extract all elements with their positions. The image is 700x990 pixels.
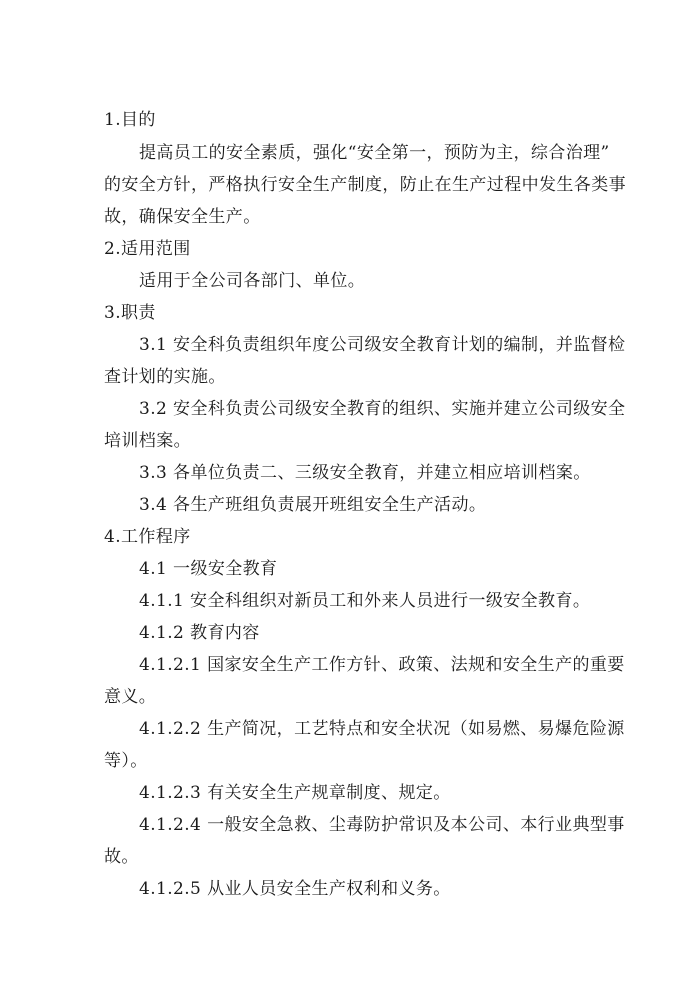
item-3-3: 3.3 各单位负责二、三级安全教育，并建立相应培训档案。 [139,463,591,483]
item-4-1-2-4-line-1: 4.1.2.4 一般安全急救、尘毒防护常识及本公司、本行业典型事 [139,815,625,835]
item-4-1-2-5: 4.1.2.5 从业人员安全生产权利和义务。 [139,879,451,899]
item-4-1-2-2-line-2: 等）。 [104,751,148,771]
paragraph-scope: 适用于全公司各部门、单位。 [139,271,366,291]
paragraph-purpose-line-2: 的安全方针，严格执行安全生产制度，防止在生产过程中发生各类事 [104,175,626,195]
heading-responsibilities: 3.职责 [104,303,156,323]
item-4-1-2-1-line-1: 4.1.2.1 国家安全生产工作方针、政策、法规和安全生产的重要 [139,655,625,675]
paragraph-purpose-line-1: 提高员工的安全素质，强化“安全第一，预防为主，综合治理” [139,143,610,163]
heading-procedure: 4.工作程序 [104,527,191,547]
item-3-1-line-1: 3.1 安全科负责组织年度公司级安全教育计划的编制，并监督检 [139,335,626,355]
item-4-1-2-2-line-1: 4.1.2.2 生产简况，工艺特点和安全状况（如易燃、易爆危险源 [139,719,625,739]
item-3-1-line-2: 查计划的实施。 [104,367,226,387]
item-3-4: 3.4 各生产班组负责展开班组安全生产活动。 [139,495,487,515]
item-4-1-2-1-line-2: 意义。 [104,687,157,707]
item-4-1: 4.1 一级安全教育 [139,559,278,579]
item-3-2-line-1: 3.2 安全科负责公司级安全教育的组织、实施并建立公司级安全 [139,399,626,419]
item-4-1-2-3: 4.1.2.3 有关安全生产规章制度、规定。 [139,783,451,803]
item-3-2-line-2: 培训档案。 [104,431,191,451]
heading-purpose: 1.目的 [104,110,156,130]
item-4-1-2: 4.1.2 教育内容 [139,623,260,643]
heading-scope: 2.适用范围 [104,239,191,259]
item-4-1-2-4-line-2: 故。 [104,847,139,867]
item-4-1-1: 4.1.1 安全科组织对新员工和外来人员进行一级安全教育。 [139,591,591,611]
paragraph-purpose-line-3: 故，确保安全生产。 [104,207,261,227]
